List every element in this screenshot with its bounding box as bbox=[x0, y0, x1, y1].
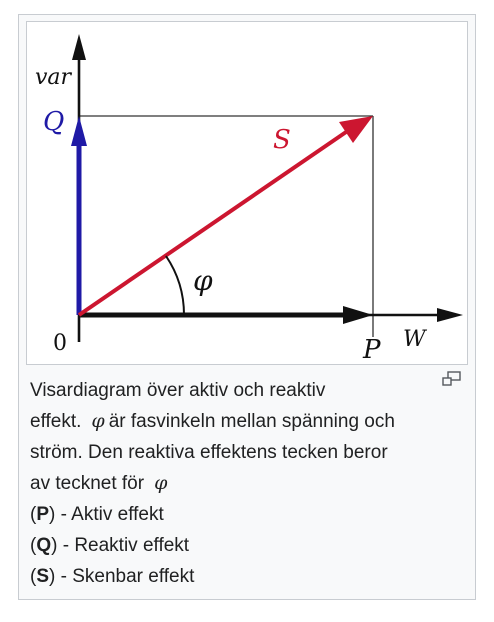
s-vector-arrowhead bbox=[339, 116, 373, 143]
caption-line-3: ström. Den reaktiva effektens tecken beror bbox=[30, 442, 388, 463]
caption-letter-s: S bbox=[36, 566, 50, 587]
p-vector-arrowhead bbox=[343, 306, 373, 324]
caption-line-2a: effekt. bbox=[30, 411, 82, 432]
phasor-diagram-image[interactable] bbox=[26, 21, 468, 365]
q-vector-arrowhead bbox=[71, 116, 87, 146]
phasor-diagram bbox=[27, 22, 469, 366]
phi-label: φ bbox=[193, 264, 213, 297]
caption-phi-symbol: φ bbox=[91, 410, 105, 432]
q-label: Q bbox=[43, 107, 65, 137]
y-axis-label: var bbox=[35, 65, 72, 90]
caption-line-2b: är fasvinkeln mellan spänning och bbox=[108, 411, 395, 432]
caption-phi-symbol-2: φ bbox=[154, 472, 168, 494]
caption-item-q: (Q) - Reaktiv effekt bbox=[30, 535, 190, 556]
caption-letter-q: Q bbox=[36, 535, 52, 556]
s-label: S bbox=[273, 125, 291, 155]
caption-line-1: Visardiagram över aktiv och reaktiv bbox=[30, 380, 326, 401]
caption-line-4: av tecknet för bbox=[30, 473, 145, 494]
x-axis-label: W bbox=[403, 327, 426, 352]
figure-thumbnail bbox=[18, 14, 476, 600]
origin-label: 0 bbox=[53, 331, 67, 356]
s-vector bbox=[79, 130, 349, 315]
caption-letter-p: P bbox=[36, 504, 50, 525]
figure-caption bbox=[30, 375, 460, 592]
y-axis-arrowhead bbox=[72, 34, 86, 60]
p-label: P bbox=[363, 335, 381, 365]
caption-item-p: (P) - Aktiv effekt bbox=[30, 504, 164, 525]
phi-angle-arc bbox=[166, 256, 184, 315]
x-axis-arrowhead bbox=[437, 308, 463, 322]
caption-item-s: (S) - Skenbar effekt bbox=[30, 566, 195, 587]
